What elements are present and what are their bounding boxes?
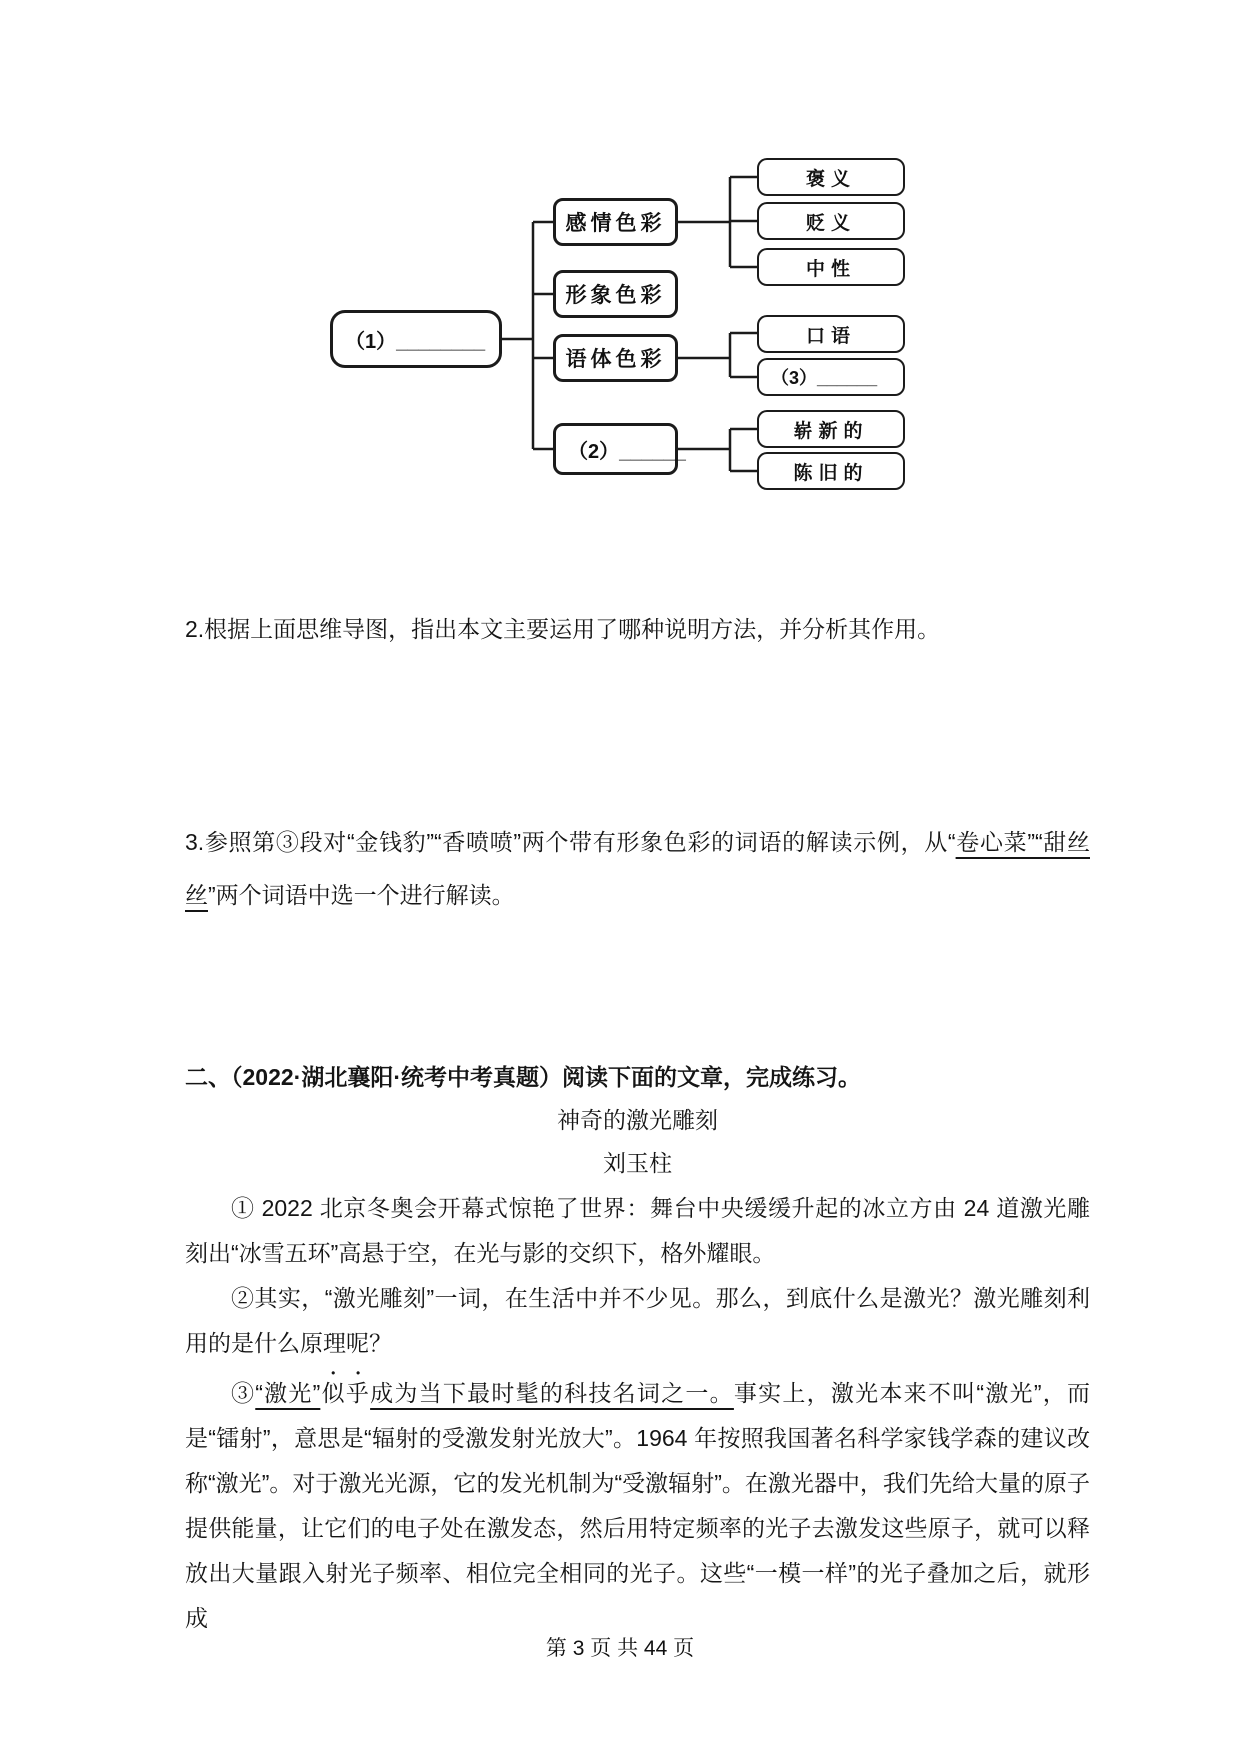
paragraph-3-rest: 事实上，激光本来不叫“激光”，而是“镭射”，意思是“辐射的受激发射光放大”。1964 年按照我国著名科学家钱学森的建议改称“激光”。对于激光光源，它的发光机制为“受激辐射”。在激光器中，我们先给大量的原子提供能量，让它们的电子处在激发态，然后用特定频率的光子去激发这些原子，就可以释放出大量跟入射光子频率、相位完全相同的光子。这些“一模一样”的光子叠加之后，就形成 (185, 1380, 1091, 1631)
paragraph-3-emphasized-word: 似乎 (320, 1380, 371, 1406)
paragraph-3-underlined-laser: “激光” (255, 1380, 321, 1406)
question-2: 2.根据上面思维导图，指出本文主要运用了哪种说明方法，并分析其作用。 (185, 616, 941, 642)
mindmap-leaf-oral: 口语 (757, 315, 905, 353)
question-3-suffix: ”两个词语中选一个进行解读。 (208, 882, 515, 908)
mindmap-root-node: （1）________ (330, 310, 502, 368)
article-title: 神奇的激光雕刻 (557, 1107, 718, 1133)
mindmap-leaf-outdated: 陈旧的 (757, 452, 905, 490)
mindmap-branch-blank-2: （2）______ (553, 423, 678, 475)
question-3-underlined-words: 卷心菜”“甜丝丝 (185, 829, 1090, 908)
mindmap-leaf-blank-3: （3）______ (757, 358, 905, 396)
paragraph-3 (185, 1366, 1090, 1641)
mindmap-branch-style-color: 语体色彩 (553, 334, 678, 382)
question-3-text: 3.参照第③段对“金钱豹”“香喷喷”两个带有形象色彩的词语的解读示例，从“ (185, 829, 956, 855)
paragraph-3-marker: ③ (231, 1380, 256, 1406)
mindmap-leaf-positive: 褒义 (757, 158, 905, 196)
paragraph-1: ① 2022 北京冬奥会开幕式惊艳了世界：舞台中央缓缓升起的冰立方由 24 道激光雕刻出“冰雪五环”高悬于空，在光与影的交织下，格外耀眼。 (185, 1195, 1090, 1266)
mindmap-diagram (300, 132, 920, 504)
mindmap-leaf-brand-new: 崭新的 (757, 410, 905, 448)
mindmap-branch-emotional-color: 感情色彩 (553, 198, 678, 246)
mindmap-branch-image-color: 形象色彩 (553, 270, 678, 318)
question-3 (185, 816, 1090, 922)
page-number-footer: 第 3 页 共 44 页 (545, 1637, 695, 1660)
article-body (185, 1186, 1090, 1641)
paragraph-2: ②其实，“激光雕刻”一词，在生活中并不少见。那么，到底什么是激光？激光雕刻利用的是什么原理呢？ (185, 1285, 1090, 1356)
paragraph-3-underlined-sentence: 成为当下最时髦的科技名词之一。 (370, 1380, 734, 1406)
article-author: 刘玉柱 (603, 1150, 672, 1176)
mindmap-leaf-negative: 贬义 (757, 202, 905, 240)
section-2-heading: 二、（2022·湖北襄阳·统考中考真题）阅读下面的文章，完成练习。 (185, 1064, 861, 1090)
mindmap-leaf-neutral: 中性 (757, 248, 905, 286)
